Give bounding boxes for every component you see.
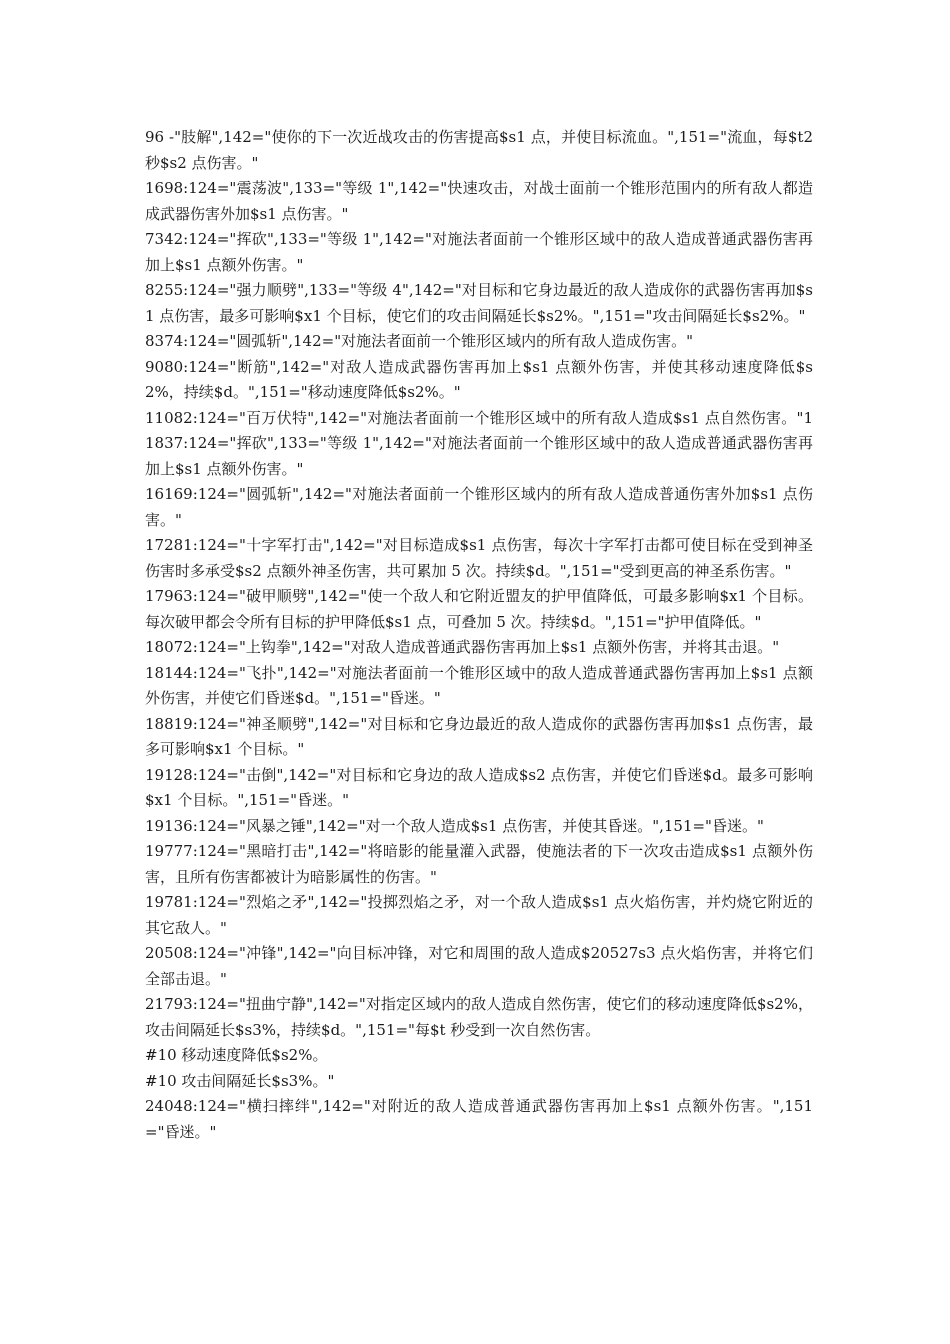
paragraph-8: 16169:124="圆弧斩",142="对施法者面前一个锥形区域内的所有敌人造成普通伤害外加$s1 点伤害。" [145, 485, 813, 529]
paragraph-10: 17963:124="破甲顺劈",142="使一个敌人和它附近盟友的护甲值降低，可最多影响$x1 个目标。每次破甲都会令所有目标的护甲降低$s1 点，可叠加 5 次。持续$d。",151="护甲值降低。" [145, 587, 813, 631]
paragraph-17: 19781:124="烈焰之矛",142="投掷烈焰之矛，对一个敌人造成$s1 点火焰伤害，并灼烧它附近的其它敌人。" [145, 893, 813, 937]
paragraph-6: 9080:124="断筋",142="对敌人造成武器伤害再加上$s1 点额外伤害，并使其移动速度降低$s2%，持续$d。",151="移动速度降低$s2%。" [145, 357, 813, 401]
paragraph-5: 8374:124="圆弧斩",142="对施法者面前一个锥形区域内的所有敌人造成伤害。" [145, 332, 693, 350]
paragraph-20: #10 移动速度降低$s2%。 [145, 1046, 328, 1064]
paragraph-1: 96 -"肢解",142="使你的下一次近战攻击的伤害提高$s1 点，并使目标流血。",151="流血，每$t2 秒$s2 点伤害。" [145, 128, 813, 172]
paragraph-22: 24048:124="横扫摔绊",142="对附近的敌人造成普通武器伤害再加上$s1 点额外伤害。",151="昏迷。" [145, 1097, 813, 1141]
paragraph-4: 8255:124="强力顺劈",133="等级 4",142="对目标和它身边最近的敌人造成你的武器伤害再加$s1 点伤害，最多可影响$x1 个目标，使它们的攻击间隔延长$s2%。",151="攻击间隔延长$s2%。" [145, 281, 813, 325]
paragraph-16: 19777:124="黑暗打击",142="将暗影的能量灌入武器，使施法者的下一次攻击造成$s1 点额外伤害，且所有伤害都被计为暗影属性的伤害。" [145, 842, 813, 886]
paragraph-18: 20508:124="冲锋",142="向目标冲锋，对它和周围的敌人造成$20527s3 点火焰伤害，并将它们全部击退。" [145, 944, 813, 988]
paragraph-19: 21793:124="扭曲宁静",142="对指定区域内的敌人造成自然伤害，使它们的移动速度降低$s2%，攻击间隔延长$s3%，持续$d。",151="每$t 秒受到一次自然伤害。 [145, 995, 813, 1039]
paragraph-3: 7342:124="挥砍",133="等级 1",142="对施法者面前一个锥形区域中的敌人造成普通武器伤害再加上$s1 点额外伤害。" [145, 230, 813, 274]
paragraph-2: 1698:124="震荡波",133="等级 1",142="快速攻击，对战士面前一个锥形范围内的所有敌人都造成武器伤害外加$s1 点伤害。" [145, 179, 813, 223]
paragraph-21: #10 攻击间隔延长$s3%。" [145, 1071, 335, 1090]
paragraph-13: 18819:124="神圣顺劈",142="对目标和它身边最近的敌人造成你的武器伤害再加$s1 点伤害，最多可影响$x1 个目标。" [145, 714, 813, 758]
paragraph-14: 19128:124="击倒",142="对目标和它身边的敌人造成$s2 点伤害，并使它们昏迷$d。最多可影响$x1 个目标。",151="昏迷。" [145, 765, 813, 809]
paragraph-15: 19136:124="风暴之锤",142="对一个敌人造成$s1 点伤害，并使其昏迷。",151="昏迷。" [145, 816, 764, 835]
paragraph-9: 17281:124="十字军打击",142="对目标造成$s1 点伤害，每次十字军打击都可使目标在受到神圣伤害时多承受$s2 点额外神圣伤害，共可累加 5 次。持续$d。",151="受到更高的神圣系伤害。" [145, 536, 813, 580]
paragraph-11: 18072:124="上钩拳",142="对敌人造成普通武器伤害再加上$s1 点额外伤害，并将其击退。" [145, 638, 780, 656]
document-page [145, 125, 813, 1145]
paragraph-12: 18144:124="飞扑",142="对施法者面前一个锥形区域中的敌人造成普通武器伤害再加上$s1 点额外伤害，并使它们昏迷$d。",151="昏迷。" [145, 663, 813, 707]
paragraph-7: 11082:124="百万伏特",142="对施法者面前一个锥形区域中的所有敌人造成$s1 点自然伤害。"11837:124="挥砍",133="等级 1",142="对施法者面前一个锥形区域中的敌人造成普通武器伤害再加上$s1 点额外伤害。" [145, 408, 813, 478]
